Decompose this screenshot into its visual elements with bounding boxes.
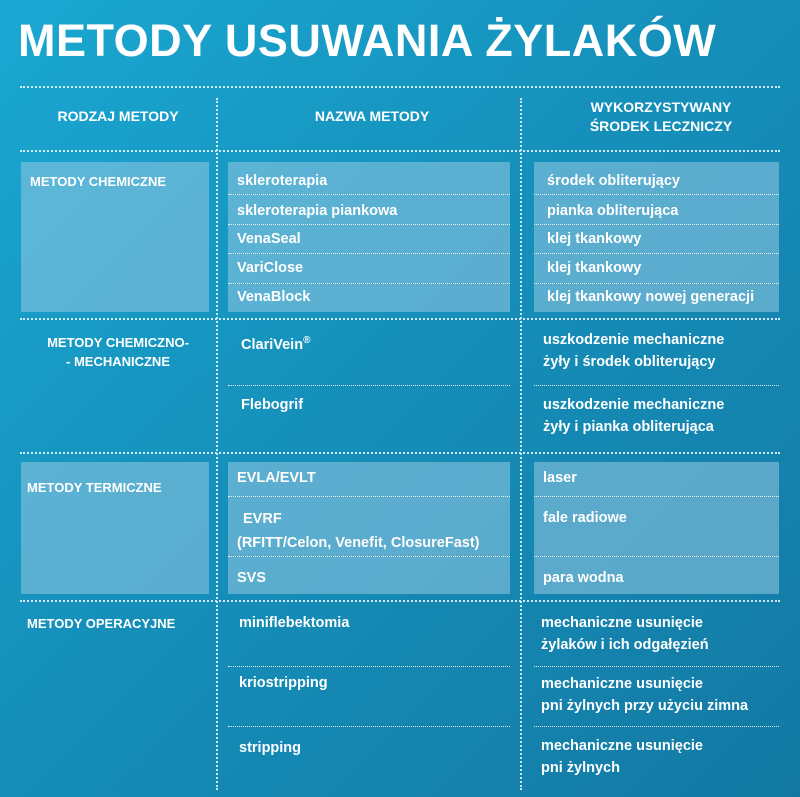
row-line [534,253,779,254]
row-line [228,556,510,557]
method-stripping: stripping [239,740,302,756]
agent-tissue-glue: klej tkankowy [547,260,642,276]
agent-kriostripping-line2: pni żylnych przy użyciu zimna [541,698,749,714]
method-evrf [237,507,480,555]
row-line [534,666,779,667]
divider-chemmech [20,318,780,320]
agent-miniflebektomia [541,612,709,656]
column-divider-1 [216,98,218,790]
agent-flebogrif-line2: żyły i pianka obliterująca [543,419,714,435]
method-evla: EVLA/EVLT [237,470,316,486]
row-line [228,194,510,195]
agent-clarivein-line2: żyły i środek obliterujący [543,354,716,370]
agent-stripping-line1: mechaniczne usunięcie [541,738,703,754]
agent-stripping [541,735,703,779]
agent-miniflebektomia-line1: mechaniczne usunięcie [541,615,703,631]
method-venablock: VenaBlock [237,289,311,305]
header-method-type: RODZAJ METODY [57,108,179,124]
agent-laser: laser [543,470,577,486]
method-evrf-line1: EVRF [243,511,282,527]
page-title: METODY USUWANIA ŻYLAKÓW [18,15,717,66]
category-thermal: METODY TERMICZNE [27,480,162,495]
agent-radio-waves: fale radiowe [543,510,627,526]
registered-mark: ® [303,335,311,346]
divider-top [20,86,780,88]
agent-flebogrif [543,394,724,438]
agent-obliterating: środek obliterujący [547,173,680,189]
agent-miniflebektomia-line2: żylaków i ich odgałęzień [541,637,709,653]
method-variclose: VariClose [237,260,304,276]
agent-tissue-glue-new: klej tkankowy nowej generacji [547,289,755,305]
header-agent-line1: WYKORZYSTYWANY [590,99,732,115]
row-line [228,253,510,254]
divider-thermal [20,452,780,454]
row-line [228,283,510,284]
row-line [228,726,510,727]
method-evrf-line2: (RFITT/Celon, Venefit, ClosureFast) [237,535,480,551]
method-kriostripping: kriostripping [239,675,328,691]
row-line [228,385,510,386]
agent-flebogrif-line1: uszkodzenie mechaniczne [543,397,725,413]
agent-obliterating-foam: pianka obliterująca [547,203,679,219]
agent-kriostripping [541,673,748,717]
method-miniflebektomia: miniflebektomia [239,615,350,631]
row-line [534,385,779,386]
agent-tissue-glue: klej tkankowy [547,231,642,247]
row-line [534,556,779,557]
method-clarivein [241,330,310,356]
agent-stripping-line2: pni żylnych [541,760,620,776]
method-skleroterapia: skleroterapia [237,173,328,189]
row-line [228,224,510,225]
method-venaseal: VenaSeal [237,231,301,247]
row-line [534,224,779,225]
method-skleroterapia-piankowa: skleroterapia piankowa [237,203,398,219]
method-flebogrif: Flebogrif [241,397,304,413]
agent-clarivein [543,329,724,373]
agent-clarivein-line1: uszkodzenie mechaniczne [543,332,725,348]
category-chemical: METODY CHEMICZNE [30,174,167,189]
category-chemical-mechanical-line2: - MECHANICZNE [66,354,170,369]
divider-operative [20,600,780,602]
header-method-name: NAZWA METODY [314,108,430,124]
category-chemical-mechanical [20,333,216,371]
row-line [228,666,510,667]
agent-kriostripping-line1: mechaniczne usunięcie [541,676,703,692]
row-line [534,496,779,497]
row-line [228,496,510,497]
header-agent [526,98,796,136]
column-divider-2 [520,98,522,790]
category-chemical-mechanical-line1: METODY CHEMICZNO- [47,335,189,350]
category-operative: METODY OPERACYJNE [27,616,176,631]
header-agent-line2: ŚRODEK LECZNICZY [589,118,733,134]
method-svs: SVS [237,570,267,586]
row-line [534,283,779,284]
row-line [534,194,779,195]
agent-steam: para wodna [543,570,624,586]
method-clarivein-label: ClariVein [241,336,304,353]
divider-header [20,150,780,152]
row-line [534,726,779,727]
